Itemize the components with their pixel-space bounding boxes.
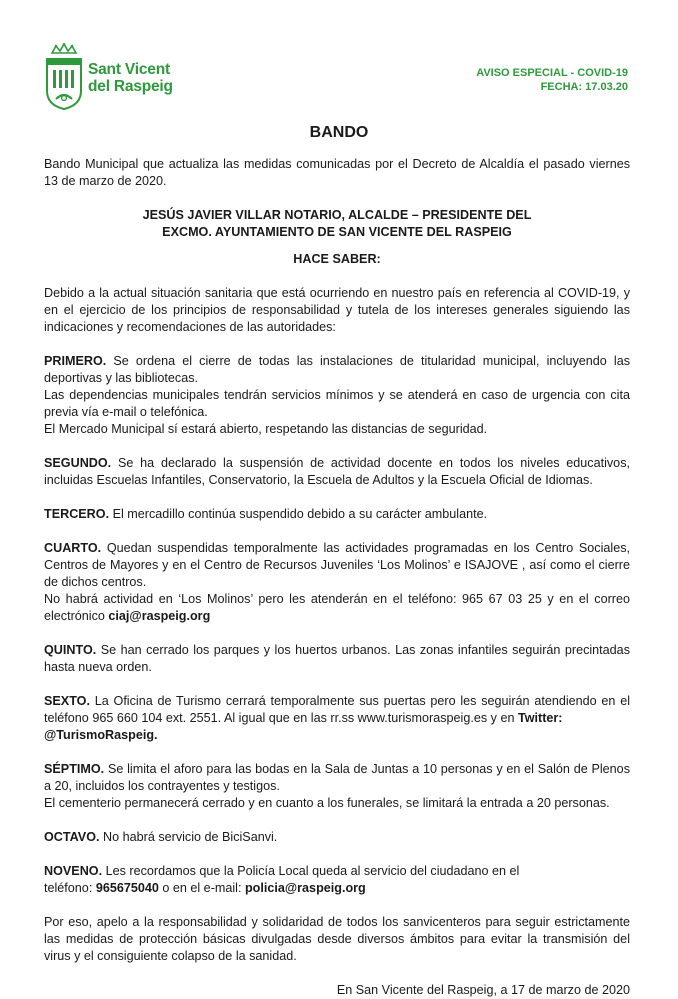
logo-line2: del Raspeig [88, 78, 173, 95]
signoff-date: En San Vicente del Raspeig, a 17 de marzo de 2020 [336, 983, 630, 997]
section-label: SEXTO. [44, 694, 90, 708]
section-septimo [44, 761, 630, 812]
section-label: OCTAVO. [44, 830, 100, 844]
section-text: El cementerio permanecerá cerrado y en cuanto a los funerales, se limitará la entrada a 20 personas. [44, 796, 610, 810]
section-sexto [44, 693, 630, 744]
section-label: CUARTO. [44, 541, 102, 555]
crest-icon [44, 43, 84, 111]
section-cuarto [44, 540, 630, 625]
closing-paragraph: Por eso, apelo a la responsabilidad y solidaridad de todos los sanvicenteros para seguir estrictamente las medidas de protección básicas divulgadas desde diversos ámbitos para evitar la transmisión del virus y el consiguiente colapso de la sanidad. [44, 915, 630, 963]
mayor-line-1: JESÚS JAVIER VILLAR NOTARIO, ALCALDE – PRESIDENTE DEL [142, 208, 532, 222]
ciaj-email-link[interactable]: ciaj@raspeig.org [108, 609, 211, 623]
notice-label: AVISO ESPECIAL - COVID-19 [476, 67, 628, 79]
intro-paragraph: Bando Municipal que actualiza las medidas comunicadas por el Decreto de Alcaldía el pasado viernes 13 de marzo de 2020. [44, 157, 630, 188]
section-quinto [44, 642, 630, 676]
section-label: TERCERO. [44, 507, 110, 521]
mayor-heading [44, 207, 630, 241]
section-label: SÉPTIMO. [44, 762, 105, 776]
police-phone[interactable]: 965675040 [95, 881, 159, 895]
section-tercero [44, 506, 630, 523]
section-label: NOVENO. [44, 864, 103, 878]
section-text: Se ha declarado la suspensión de actividad docente en todos los niveles educativos, incluidas Escuelas Infantiles, Conservatorio, la Escuela de Adultos y la Escuela Oficial de Idiomas. [44, 456, 630, 487]
document-body [44, 156, 630, 999]
section-primero [44, 353, 630, 438]
section-text: Las dependencias municipales tendrán servicios mínimos y se atenderá en caso de urgencia con cita previa vía e-mail o telefónica. [44, 388, 630, 419]
section-text: El mercadillo continúa suspendido debido a su carácter ambulante. [109, 507, 488, 521]
notice-date: FECHA: 17.03.20 [540, 81, 628, 93]
section-noveno [44, 863, 630, 897]
section-text: Se limita el aforo para las bodas en la Sala de Juntas a 10 personas y en el Salón de Plenos a 20, incluidos los contrayentes y testigos. [44, 762, 630, 793]
preamble-paragraph: Debido a la actual situación sanitaria que está ocurriendo en nuestro país en referencia al COVID-19, y en el ejercicio de los principios de responsabilidad y tutela de los intereses generales siguiendo las indicaciones y recomendaciones de las autoridades: [44, 286, 630, 334]
municipal-logo [44, 43, 184, 113]
section-text: Se ordena el cierre de todas las instalaciones de titularidad municipal, incluyendo las deportivas y las bibliotecas. [44, 354, 630, 385]
logo-line1: Sant Vicent [88, 61, 170, 78]
section-text: o en el e-mail: [158, 881, 245, 895]
section-label: PRIMERO. [44, 354, 107, 368]
document-title: BANDO [309, 124, 369, 141]
logo-wordmark [88, 61, 173, 95]
section-octavo [44, 829, 630, 846]
hace-saber-heading: HACE SABER: [293, 252, 381, 266]
section-label: QUINTO. [44, 643, 97, 657]
section-text: teléfono: [44, 881, 96, 895]
section-text: Quedan suspendidas temporalmente las actividades programadas en los Centro Sociales, Centros de Mayores y en el Centro de Recursos Juveniles ‘Los Molinos’ e ISAJOVE , así como el cierre de dichos centros. [44, 541, 630, 589]
twitter-label: Twitter: [517, 711, 563, 725]
section-text: La Oficina de Turismo cerrará temporalmente sus puertas pero les seguirán atendiendo en el teléfono 965 660 104 ext. 2551. Al igual que en las rr.ss www.turismoraspeig.es y en [44, 694, 630, 725]
section-text: El Mercado Municipal sí estará abierto, respetando las distancias de seguridad. [44, 422, 488, 436]
section-text: Les recordamos que la Policía Local queda al servicio del ciudadano en el [102, 864, 520, 878]
section-text: No habrá servicio de BiciSanvi. [99, 830, 278, 844]
special-notice [476, 66, 628, 94]
section-text: Se han cerrado los parques y los huertos urbanos. Las zonas infantiles seguirán precintadas hasta nueva orden. [44, 643, 630, 674]
section-label: SEGUNDO. [44, 456, 112, 470]
section-text: No habrá actividad en ‘Los Molinos’ pero les atenderán en el teléfono: 965 67 03 25 y en el correo electrónico [44, 592, 630, 623]
twitter-handle-link[interactable]: @TurismoRaspeig. [44, 728, 158, 742]
section-segundo [44, 455, 630, 489]
mayor-line-2: EXCMO. AYUNTAMIENTO DE SAN VICENTE DEL RASPEIG [162, 225, 512, 239]
police-email-link[interactable]: policia@raspeig.org [244, 881, 366, 895]
